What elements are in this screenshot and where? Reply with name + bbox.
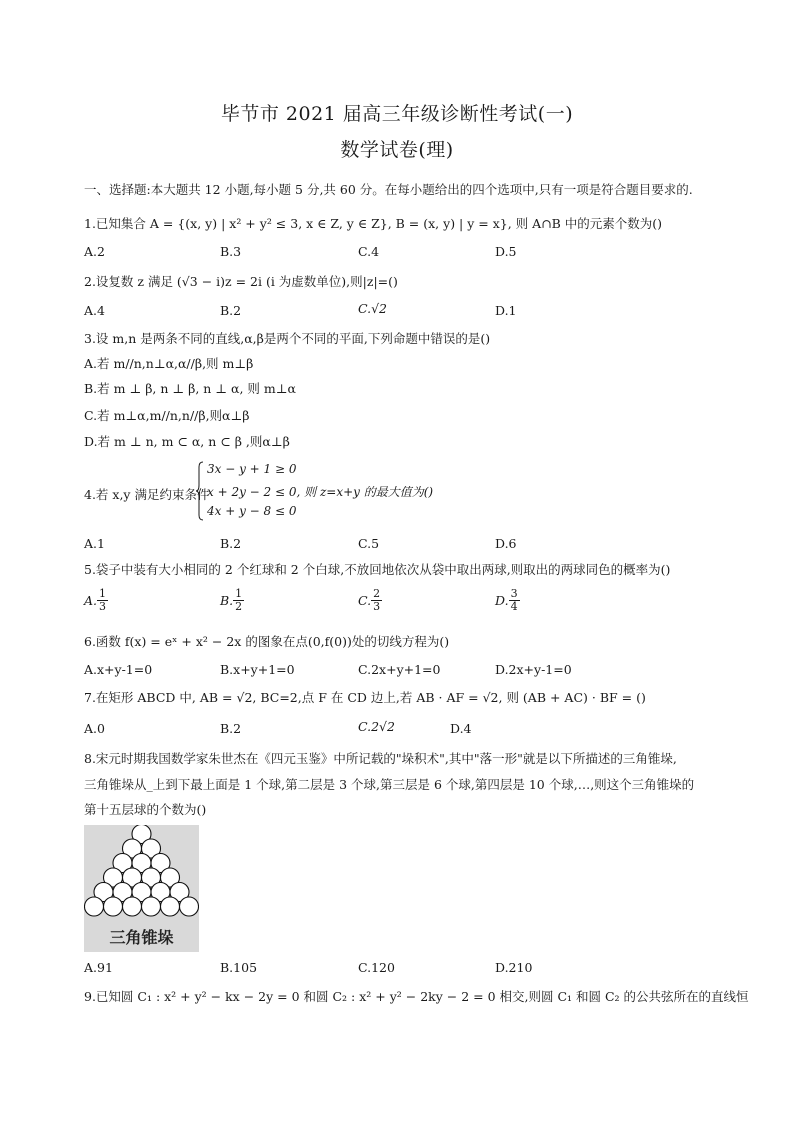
question-3-stem: 3.设 m,n 是两条不同的直线,α,β是两个不同的平面,下列命题中错误的是() xyxy=(84,331,491,346)
question-2-stem: 2.设复数 z 满足 (√3 − i)z = 2i (i 为虚数单位),则|z|=() xyxy=(84,274,398,289)
question-7-stem: 7.在矩形 ABCD 中, AB = √2, BC=2,点 F 在 CD 边上,若 AB · AF = √2, 则 (AB + AC) · BF = () xyxy=(84,690,646,705)
question-5-stem: 5.袋子中装有大小相同的 2 个红球和 2 个白球,不放回地依次从袋中取出两球,则取出的两球同色的概率为() xyxy=(84,562,671,577)
q5-d-den: 4 xyxy=(510,600,518,613)
ball xyxy=(142,897,161,916)
q5-a-letter: A. xyxy=(84,593,98,608)
q8-option-b: B.105 xyxy=(220,960,258,975)
q6-option-b: B.x+y+1=0 xyxy=(220,662,295,677)
q6-option-c: C.2x+y+1=0 xyxy=(358,662,441,677)
q5-option-a xyxy=(84,588,108,613)
ball xyxy=(104,897,123,916)
q5-d-fraction xyxy=(509,588,520,613)
q1-option-a: A.2 xyxy=(84,244,105,259)
ball xyxy=(161,897,180,916)
q4-option-c: C.5 xyxy=(358,536,380,551)
q5-c-num: 2 xyxy=(373,587,381,600)
q3-option-c: C.若 m⊥α,m//n,n//β,则α⊥β xyxy=(84,408,250,423)
question-4-prefix: 4.若 x,y 满足约束条件 xyxy=(84,487,210,502)
q5-b-letter: B. xyxy=(220,593,234,608)
ball-pyramid-illustration xyxy=(84,825,199,925)
q4-option-d: D.6 xyxy=(495,536,517,551)
q8-option-c: C.120 xyxy=(358,960,395,975)
q5-a-den: 3 xyxy=(99,600,107,613)
q4-constraint-system xyxy=(196,461,434,523)
q2-option-a: A.4 xyxy=(84,303,105,318)
ball xyxy=(123,897,142,916)
q2-option-c: C.√2 xyxy=(358,301,388,316)
q3-option-b: B.若 m ⊥ β, n ⊥ β, n ⊥ α, 则 m⊥α xyxy=(84,381,296,396)
question-1-stem: 1.已知集合 A = {(x, y) | x² + y² ≤ 3, x ∈ Z, y ∈ Z}, B = (x, y) | y = x}, 则 A∩B 中的元素个数为() xyxy=(84,216,663,231)
q5-a-num: 1 xyxy=(99,587,107,600)
q5-d-num: 3 xyxy=(510,587,518,600)
q6-option-d: D.2x+y-1=0 xyxy=(495,662,572,677)
q5-a-fraction xyxy=(97,588,108,613)
question-8-line-3: 第十五层球的个数为() xyxy=(84,802,207,817)
question-8-line-2: 三角锥垛从_上到下最上面是 1 个球,第二层是 3 个球,第三层是 6 个球,第四层是 10 个球,…,则这个三角锥垛的 xyxy=(84,777,695,792)
q5-c-fraction xyxy=(371,588,382,613)
q7-option-b: B.2 xyxy=(220,721,242,736)
q4-constraint-3: 4x + y − 8 ≤ 0 xyxy=(207,504,297,518)
q8-option-d: D.210 xyxy=(495,960,533,975)
q4-constraint-2: x + 2y − 2 ≤ 0, 则 z=x+y 的最大值为() xyxy=(207,485,434,499)
question-6-stem: 6.函数 f(x) = eˣ + x² − 2x 的图象在点(0,f(0))处的切线方程为() xyxy=(84,634,450,649)
q8-option-a: A.91 xyxy=(84,960,113,975)
question-9-stem: 9.已知圆 C₁ : x² + y² − kx − 2y = 0 和圆 C₂ : x² + y² − 2ky − 2 = 0 相交,则圆 C₁ 和圆 C₂ 的公共弦所在的直线恒 xyxy=(84,989,749,1004)
q5-c-den: 3 xyxy=(373,600,381,613)
q2-option-b: B.2 xyxy=(220,303,242,318)
exam-title: 毕节市 2021 届高三年级诊断性考试(一) xyxy=(220,103,574,125)
q7-option-c: C.2√2 xyxy=(358,719,395,734)
q2-option-d: D.1 xyxy=(495,303,517,318)
q3-option-a: A.若 m//n,n⊥α,α//β,则 m⊥β xyxy=(84,356,254,371)
q5-b-num: 1 xyxy=(235,587,243,600)
q5-b-den: 2 xyxy=(235,600,243,613)
ball xyxy=(85,897,104,916)
ball xyxy=(180,897,199,916)
q7-option-d: D.4 xyxy=(450,721,472,736)
left-brace-icon xyxy=(196,461,204,521)
q5-option-d xyxy=(495,588,520,613)
q1-option-c: C.4 xyxy=(358,244,380,259)
q3-option-d: D.若 m ⊥ n, m ⊂ α, n ⊂ β ,则α⊥β xyxy=(84,434,290,449)
q5-c-letter: C. xyxy=(358,593,372,608)
exam-subtitle: 数学试卷(理) xyxy=(340,139,454,161)
q5-option-b xyxy=(220,588,244,613)
section-heading: 一、选择题:本大题共 12 小题,每小题 5 分,共 60 分。在每小题给出的四个选项中,只有一项是符合题目要求的. xyxy=(84,182,693,197)
q4-option-b: B.2 xyxy=(220,536,242,551)
figure-caption: 三角锥垛 xyxy=(109,928,174,947)
q1-option-d: D.5 xyxy=(495,244,517,259)
q5-b-fraction xyxy=(233,588,244,613)
ball-pyramid-figure xyxy=(84,825,199,952)
q7-option-a: A.0 xyxy=(84,721,105,736)
q5-d-letter: D. xyxy=(495,593,509,608)
question-8-line-1: 8.宋元时期我国数学家朱世杰在《四元玉鉴》中所记载的"垛积术",其中"落一形"就是以下所描述的三角锥垛, xyxy=(84,751,677,766)
q5-option-c xyxy=(358,588,382,613)
q1-option-b: B.3 xyxy=(220,244,242,259)
q6-option-a: A.x+y-1=0 xyxy=(84,662,153,677)
q4-option-a: A.1 xyxy=(84,536,105,551)
q4-constraint-1: 3x − y + 1 ≥ 0 xyxy=(207,462,297,476)
